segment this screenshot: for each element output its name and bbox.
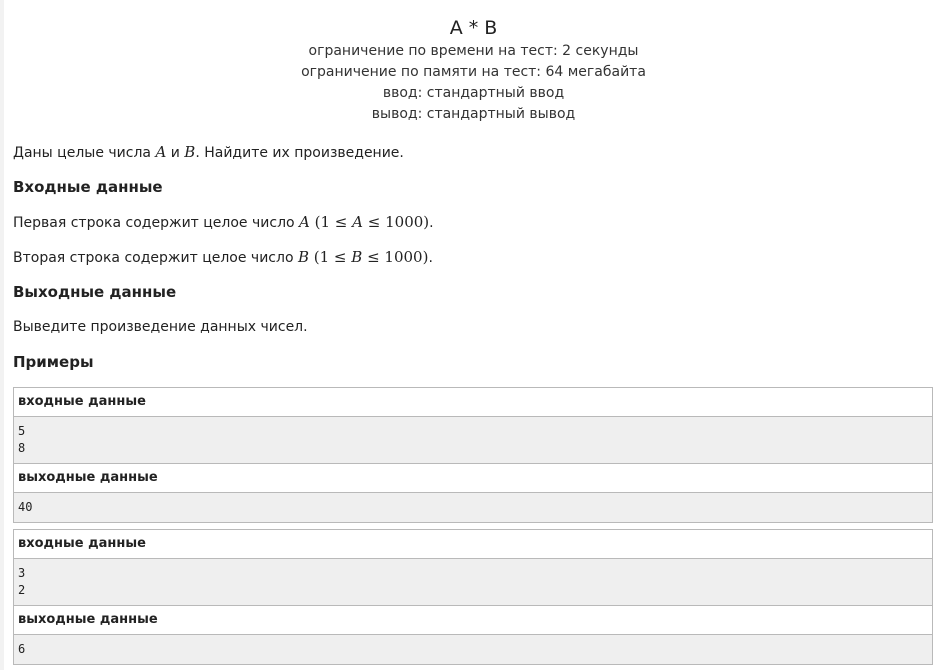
input-line-2-prefix: Вторая строка содержит целое число [13,250,298,266]
input-line-2-suffix: . [428,250,433,266]
memory-limit: ограничение по памяти на тест: 64 мегабайта [301,64,646,80]
example-1 [13,387,933,523]
input-type: ввод: стандартный ввод [382,85,565,101]
time-limit: ограничение по времени на тест: 2 секунды [308,43,639,59]
left-border [0,0,4,670]
example-2 [13,529,933,665]
example-2-output[interactable]: 6 [14,635,932,664]
input-section-title: Входные данные [13,178,163,196]
example-1-output[interactable]: 40 [14,493,932,522]
input-line-1-suffix: . [429,215,434,231]
statement-prefix: Даны целые числа [13,145,156,161]
output-section-title: Выходные данные [13,283,177,301]
example-1-input-label: входные данные [14,388,932,417]
input-line-1-prefix: Первая строка содержит целое число [13,215,300,231]
input-line-1-math: A (1 ≤ A ≤ 1000) [299,213,430,231]
input-line-2 [13,247,433,268]
problem-statement [13,0,934,656]
output-type: вывод: стандартный вывод [371,106,576,122]
example-2-input-label: входные данные [14,530,932,559]
example-2-output-label: выходные данные [14,606,932,635]
input-line-2-math: B (1 ≤ B ≤ 1000) [297,248,429,266]
problem-header [13,15,934,125]
example-1-input[interactable]: 5 8 [14,417,932,464]
statement-and: и [166,145,185,161]
statement-text [13,142,404,163]
output-text: Выведите произведение данных чисел. [13,319,308,335]
statement-var-a: A [155,143,167,161]
statement-suffix: . Найдите их произведение. [195,145,404,161]
input-line-1 [13,212,434,233]
examples-title: Примеры [13,353,94,371]
example-1-output-label: выходные данные [14,464,932,493]
statement-var-b: B [184,143,196,161]
problem-title: A * B [449,17,498,39]
example-2-input[interactable]: 3 2 [14,559,932,606]
